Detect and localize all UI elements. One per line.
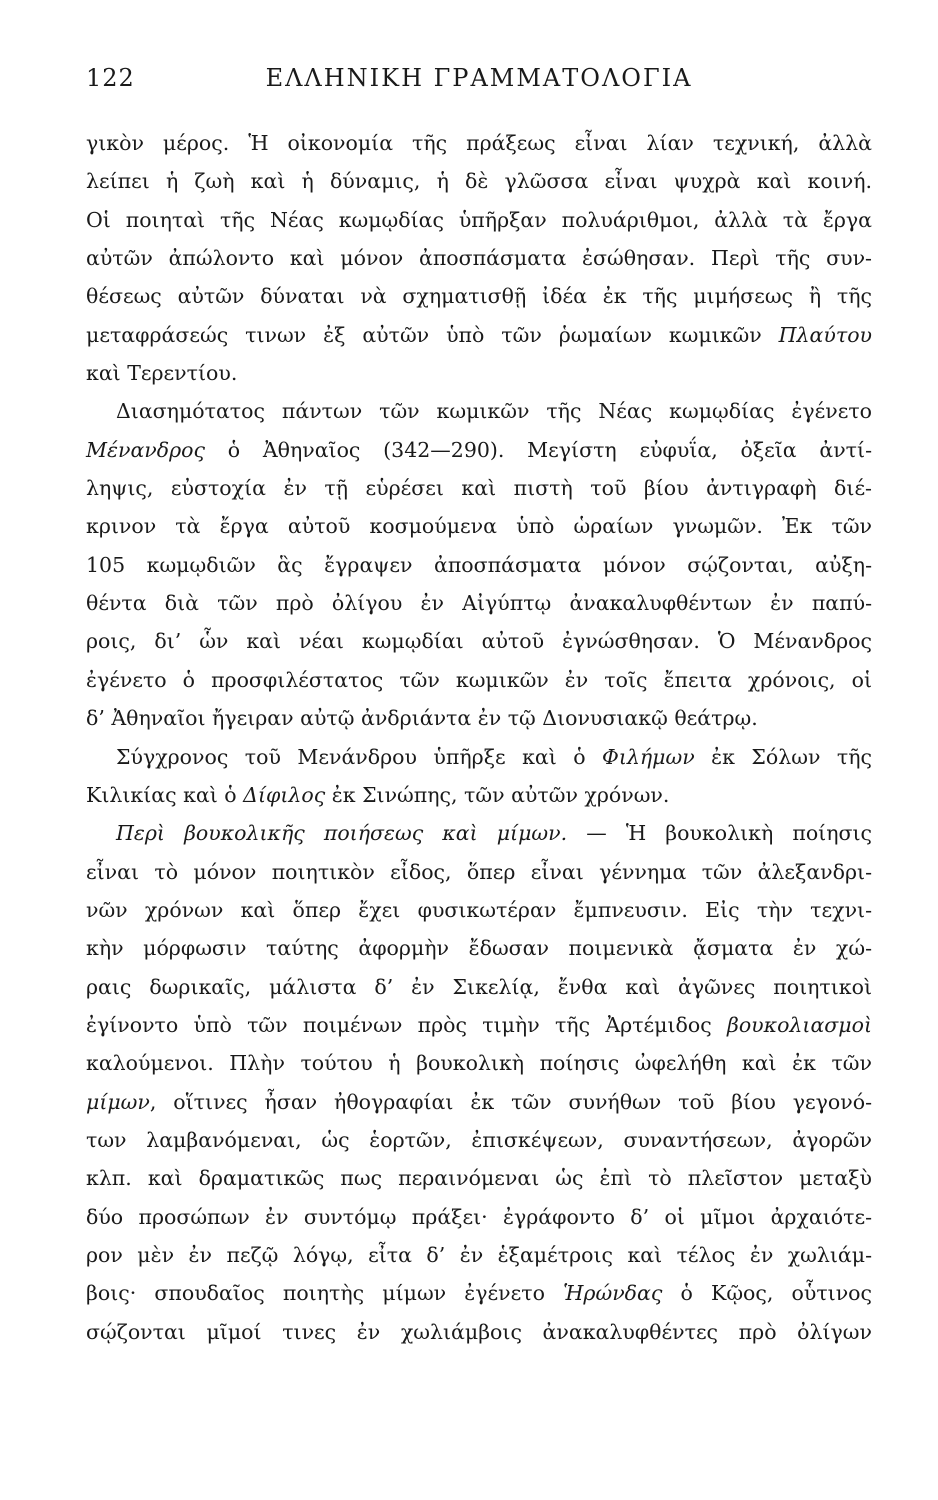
page-header — [86, 64, 872, 104]
italic-term: Πλαύτου — [778, 322, 872, 347]
text-line — [86, 201, 872, 239]
text-run: — Ἡ βουκολικὴ ποίησις — [567, 821, 872, 846]
text-run: μεταφράσεώς τινων ἐξ αὐτῶν ὑπὸ τῶν ῥωμαίων κωμικῶν — [86, 322, 779, 347]
text-line — [86, 1198, 872, 1236]
text-line — [86, 162, 872, 200]
text-line — [86, 776, 872, 814]
body-text — [86, 124, 872, 1351]
text-run: ἐκ Σινώπης, τῶν αὐτῶν χρόνων. — [325, 782, 670, 807]
text-line — [86, 1121, 872, 1159]
text-run: κλπ. καὶ δραματικῶς πως περαινόμεναι ὡς ἐπὶ τὸ πλεῖστον μεταξὺ — [86, 1166, 872, 1191]
text-run: ρον μὲν ἐν πεζῷ λόγῳ, εἶτα δ’ ἐν ἑξαμέτροις καὶ τέλος ἐν χωλιάμ- — [86, 1242, 872, 1267]
text-run: , οἵτινες ἦσαν ἠθογραφίαι ἐκ τῶν συνήθων τοῦ βίου γεγονό- — [149, 1089, 872, 1114]
text-run: καὶ Τερεντίου. — [86, 361, 238, 386]
text-run: εἶναι τὸ μόνον ποιητικὸν εἶδος, ὅπερ εἶναι γέννημα τῶν ἀλεξανδρι- — [86, 859, 872, 884]
text-run: των λαμβανόμεναι, ὡς ἑορτῶν, ἐπισκέψεων, συναντήσεων, ἀγορῶν — [86, 1127, 872, 1152]
italic-term: Ἡρώνδας — [563, 1281, 663, 1306]
text-run: λείπει ἡ ζωὴ καὶ ἡ δύναμις, ἡ δὲ γλῶσσα εἶναι ψυχρὰ καὶ κοινή. — [86, 169, 872, 194]
text-run: καλούμενοι. Πλὴν τούτου ἡ βουκολικὴ ποίησις ὠφελήθη καὶ ἐκ τῶν — [86, 1051, 872, 1076]
text-run: θέντα διὰ τῶν πρὸ ὀλίγου ἐν Αἰγύπτῳ ἀνακαλυφθέντων ἐν παπύ- — [86, 591, 872, 616]
text-line — [86, 661, 872, 699]
text-line — [86, 316, 872, 354]
text-run: κὴν μόρφωσιν ταύτης ἀφορμὴν ἔδωσαν ποιμενικὰ ᾄσματα ἐν χώ- — [86, 936, 872, 961]
text-run: νῶν χρόνων καὶ ὅπερ ἔχει φυσικωτέραν ἔμπνευσιν. Εἰς τὴν τεχνι- — [86, 897, 872, 922]
text-line — [86, 929, 872, 967]
text-line — [86, 507, 872, 545]
text-run: ροις, δι’ ὧν καὶ νέαι κωμῳδίαι αὐτοῦ ἐγνώσθησαν. Ὁ Μένανδρος — [86, 629, 872, 654]
text-run: ὁ Ἀθηναῖος (342—290). Μεγίστη εὐφυΐα, ὀξεῖα ἀντί- — [204, 437, 872, 462]
text-line — [86, 1044, 872, 1082]
text-line — [86, 1313, 872, 1351]
text-line — [86, 1274, 872, 1312]
text-run: ἐκ Σόλων τῆς — [694, 744, 872, 769]
italic-term: βουκολιασμοὶ — [726, 1012, 872, 1037]
text-run: βοις· σπουδαῖος ποιητὴς μίμων ἐγένετο — [86, 1281, 564, 1306]
text-line — [86, 392, 872, 430]
text-line — [86, 891, 872, 929]
text-run: Διασημότατος πάντων τῶν κωμικῶν τῆς Νέας κωμῳδίας ἐγένετο — [116, 399, 872, 424]
text-run: σῴζονται μῖμοί τινες ἐν χωλιάμβοις ἀνακαλυφθέντες πρὸ ὀλίγων — [86, 1319, 872, 1344]
text-line — [86, 584, 872, 622]
text-run: θέσεως αὐτῶν δύναται νὰ σχηματισθῇ ἰδέα ἐκ τῆς μιμήσεως ἢ τῆς — [86, 284, 872, 309]
page-number: 122 — [86, 64, 135, 92]
text-run: ραις δωρικαῖς, μάλιστα δ’ ἐν Σικελίᾳ, ἔνθα καὶ ἀγῶνες ποιητικοὶ — [86, 974, 872, 999]
text-line — [86, 814, 872, 852]
text-run: δ’ Ἀθηναῖοι ἤγειραν αὐτῷ ἀνδριάντα ἐν τῷ Διονυσιακῷ θεάτρῳ. — [86, 706, 758, 731]
text-line — [86, 239, 872, 277]
text-line — [86, 622, 872, 660]
text-line — [86, 968, 872, 1006]
text-line — [86, 277, 872, 315]
text-run: ἐγίνοντο ὑπὸ τῶν ποιμένων πρὸς τιμὴν τῆς Ἀρτέμιδος — [86, 1012, 727, 1037]
text-line — [86, 738, 872, 776]
italic-term: μίμων — [86, 1089, 150, 1114]
text-run: 105 κωμῳδιῶν ἃς ἔγραψεν ἀποσπάσματα μόνον σῴζονται, αὐξη- — [86, 552, 872, 577]
italic-term: Δίφιλος — [243, 782, 326, 807]
text-line — [86, 469, 872, 507]
text-run: Οἱ ποιηταὶ τῆς Νέας κωμῳδίας ὑπῆρξαν πολυάριθμοι, ἀλλὰ τὰ ἔργα — [86, 207, 872, 232]
text-line — [86, 354, 872, 392]
text-run: δύο προσώπων ἐν συντόμῳ πράξει· ἐγράφοντο δ’ οἱ μῖμοι ἀρχαιότε- — [86, 1204, 872, 1229]
text-line — [86, 546, 872, 584]
text-run: ληψις, εὐστοχία ἐν τῇ εὑρέσει καὶ πιστὴ τοῦ βίου ἀντιγραφὴ διέ- — [86, 476, 872, 501]
text-run: αὐτῶν ἀπώλοντο καὶ μόνον ἀποσπάσματα ἐσώθησαν. Περὶ τῆς συν- — [86, 246, 872, 271]
italic-term: Περὶ βουκολικῆς ποιήσεως καὶ μίμων. — [116, 821, 568, 846]
text-line — [86, 1083, 872, 1121]
text-line — [86, 1236, 872, 1274]
text-line — [86, 431, 872, 469]
text-line — [86, 124, 872, 162]
text-run: Κιλικίας καὶ ὁ — [86, 782, 244, 807]
text-run: ὁ Κῷος, οὗτινος — [662, 1281, 873, 1306]
text-run: ἐγένετο ὁ προσφιλέστατος τῶν κωμικῶν ἐν τοῖς ἔπειτα χρόνοις, οἱ — [86, 667, 872, 692]
text-line — [86, 699, 872, 737]
text-line — [86, 1006, 872, 1044]
italic-term: Φιλήμων — [602, 744, 695, 769]
text-line — [86, 1159, 872, 1197]
text-run: γικὸν μέρος. Ἡ οἰκονομία τῆς πράξεως εἶναι λίαν τεχνική, ἀλλὰ — [86, 131, 872, 155]
text-line — [86, 853, 872, 891]
italic-term: Μένανδρος — [86, 437, 205, 462]
text-run: Σύγχρονος τοῦ Μενάνδρου ὑπῆρξε καὶ ὁ — [116, 744, 603, 769]
running-title: ΕΛΛΗΝΙΚΗ ΓΡΑΜΜΑΤΟΛΟΓΙΑ — [265, 64, 693, 92]
text-run: κρινον τὰ ἔργα αὐτοῦ κοσμούμενα ὑπὸ ὡραίων γνωμῶν. Ἐκ τῶν — [86, 514, 872, 539]
